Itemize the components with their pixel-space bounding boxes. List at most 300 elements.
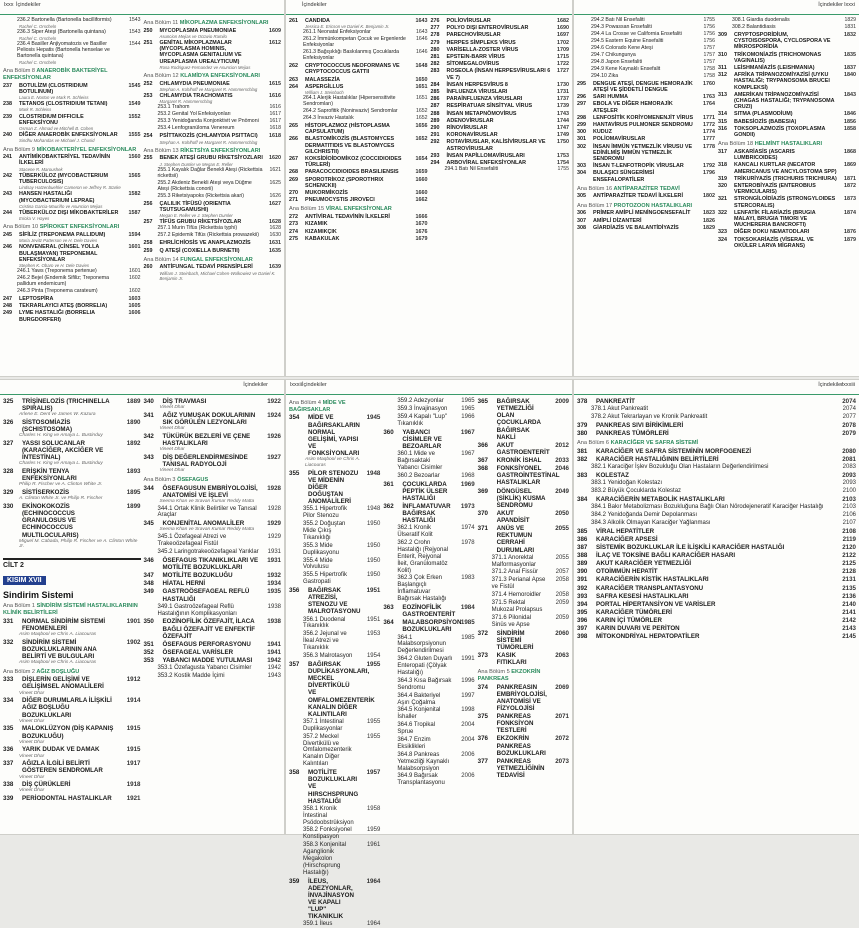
section-heading[interactable] [478, 669, 569, 682]
subsection-entry[interactable] [577, 74, 715, 80]
section-heading[interactable] [144, 73, 282, 80]
chapter-entry[interactable] [718, 149, 856, 161]
chapter-number: 387 [577, 543, 588, 551]
subsection-entry[interactable] [144, 604, 282, 618]
page-ref: 2145 [842, 633, 856, 641]
chapter-entry[interactable] [718, 92, 856, 111]
subsection-entry[interactable] [144, 168, 282, 180]
subsection-entry[interactable] [478, 592, 569, 599]
chapter-entry[interactable] [718, 65, 856, 71]
subsection-entry[interactable] [289, 116, 428, 122]
chapter-entry[interactable] [577, 218, 715, 224]
subsection-entry[interactable] [577, 520, 856, 527]
chapter-entry[interactable] [3, 760, 141, 774]
chapter-title: İNSAN HERPESVİRUS 8 [446, 81, 508, 88]
page-ref: 1626 [269, 192, 281, 199]
chapter-entry[interactable] [289, 587, 380, 616]
subsection-entry[interactable] [383, 737, 474, 751]
subsection-entry[interactable] [289, 719, 380, 733]
subsection-entry[interactable] [577, 39, 715, 45]
subsection-entry[interactable] [289, 506, 380, 520]
section-heading[interactable] [3, 603, 141, 616]
chapter-entry[interactable] [478, 398, 569, 441]
subsection-entry[interactable] [289, 631, 380, 652]
chapter-number: 350 [143, 618, 154, 626]
chapter-entry[interactable] [718, 111, 856, 117]
subsection-entry[interactable] [289, 50, 428, 62]
section-title: HELMİNT HASTALIKLARI [754, 141, 823, 148]
chapter-entry[interactable] [718, 183, 856, 195]
chapter-entry[interactable] [431, 18, 570, 24]
toc-column [478, 397, 569, 928]
section-heading[interactable] [3, 68, 141, 81]
chapter-entry[interactable] [577, 585, 856, 592]
chapter-entry[interactable] [144, 649, 282, 656]
section-heading[interactable] [3, 669, 141, 676]
chapter-entry[interactable] [718, 210, 856, 229]
chapter-entry[interactable] [3, 468, 141, 482]
subsection-entry[interactable] [577, 512, 856, 519]
chapter-entry[interactable] [3, 154, 141, 166]
chapter-entry[interactable] [577, 576, 856, 583]
section-title: KARACİĞER VE SAFRA SİSTEMİ [610, 440, 699, 447]
subsection-entry[interactable] [289, 806, 380, 827]
subsection-entry[interactable] [289, 96, 428, 108]
chapter-entry[interactable] [144, 618, 282, 639]
subsection-entry[interactable] [478, 600, 569, 614]
chapter-entry[interactable] [3, 191, 141, 203]
chapter-entry[interactable] [144, 657, 282, 664]
subsection-entry[interactable] [383, 525, 474, 539]
chapter-entry[interactable] [718, 176, 856, 182]
chapter-entry[interactable] [478, 465, 569, 486]
subsection-entry[interactable] [383, 752, 474, 773]
chapter-entry[interactable] [289, 661, 380, 718]
subsection-entry[interactable] [289, 827, 380, 841]
chapter-entry[interactable] [289, 136, 428, 155]
chapter-entry[interactable] [718, 72, 856, 91]
chapter-entry[interactable] [577, 225, 715, 231]
chapter-entry[interactable] [577, 568, 856, 575]
chapter-entry[interactable] [383, 503, 474, 524]
chapter-entry[interactable] [144, 133, 282, 139]
chapter-title: ROTAVİRUSLAR, KALİSİVİRUSLAR VE ASTROVİRUSLAR [446, 139, 546, 152]
chapter-entry[interactable] [289, 236, 428, 242]
chapter-entry[interactable] [478, 510, 569, 524]
chapter-entry[interactable] [144, 557, 282, 571]
chapter-entry[interactable] [144, 240, 282, 246]
chapter-entry[interactable] [478, 457, 569, 464]
chapter-entry[interactable] [289, 769, 380, 805]
subsection-entry[interactable] [478, 577, 569, 591]
page-ref: 2080 [842, 447, 856, 455]
chapter-entry[interactable] [577, 552, 856, 559]
subsection-entry[interactable] [383, 656, 474, 677]
chapter-entry[interactable] [577, 136, 715, 142]
page-ref: 1545 [128, 82, 141, 89]
subsection-entry[interactable] [144, 506, 282, 520]
chapter-entry[interactable] [478, 684, 569, 713]
chapter-title: LEPTOSPİRA [19, 296, 54, 303]
chapter-entry[interactable] [383, 429, 474, 450]
chapter-entry[interactable] [431, 82, 570, 88]
chapter-entry[interactable] [577, 609, 856, 616]
chapter-entry[interactable] [577, 560, 856, 567]
page-ref: 1662 [415, 197, 428, 204]
subsection-entry[interactable] [478, 569, 569, 576]
chapter-title: ANTİPARAZİTER TEDAVİ İLKELERİ [593, 193, 683, 200]
chapter-entry[interactable] [431, 54, 570, 60]
page-ref: 1555 [128, 132, 141, 139]
subsection-entry[interactable] [289, 521, 380, 542]
chapter-entry[interactable] [577, 536, 856, 543]
subsection-entry[interactable] [383, 414, 474, 428]
chapter-entry[interactable] [144, 580, 282, 587]
author-line: Charles H. King ve Amaya L. Bustinduy [19, 461, 103, 467]
chapter-entry[interactable] [431, 139, 570, 151]
chapter-entry[interactable] [289, 229, 428, 235]
chapter-entry[interactable] [718, 162, 856, 174]
chapter-entry[interactable] [289, 156, 428, 168]
chapter-entry[interactable] [577, 115, 715, 121]
chapter-entry[interactable] [718, 237, 856, 249]
section-label: Ana Bölüm 3 [143, 476, 176, 483]
chapter-entry[interactable] [383, 604, 474, 618]
chapter-entry[interactable] [3, 398, 141, 412]
section-heading[interactable] [3, 224, 141, 231]
chapter-entry[interactable] [577, 528, 856, 535]
subsection-entry[interactable] [577, 480, 856, 487]
chapter-entry[interactable] [478, 488, 569, 509]
subsection-entry[interactable] [383, 473, 474, 480]
subsection-entry[interactable] [383, 773, 474, 787]
page-header [286, 380, 572, 395]
chapter-entry[interactable] [144, 641, 282, 648]
chapter-entry[interactable] [383, 619, 474, 633]
chapter-entry[interactable] [144, 264, 282, 270]
chapter-entry[interactable] [3, 310, 141, 322]
page-ref: 1756 [703, 37, 715, 44]
chapter-number: 356 [289, 587, 300, 595]
author-line: Ericka V. Hayes [19, 216, 50, 222]
chapter-title: ÇALILIK TİFÜSÜ (ORIENTIA TSUTSUGAMUSHI) [159, 200, 231, 213]
chapter-entry[interactable] [431, 40, 570, 46]
page-ref: 2140 [842, 600, 856, 608]
chapter-entry[interactable] [3, 303, 141, 309]
chapter-number: 314 [718, 111, 727, 118]
chapter-entry[interactable] [577, 625, 856, 632]
chapter-entry[interactable] [577, 210, 715, 216]
chapter-entry[interactable] [431, 103, 570, 109]
subsection-entry[interactable] [383, 406, 474, 413]
chapter-entry[interactable] [3, 725, 141, 739]
subsection-entry[interactable] [383, 398, 474, 405]
subsection-entry[interactable] [383, 722, 474, 736]
chapter-entry[interactable] [431, 25, 570, 31]
subsection-entry[interactable] [478, 615, 569, 629]
chapter-number: 271 [289, 197, 298, 204]
subsection-entry[interactable] [144, 673, 282, 680]
subsection-entry[interactable] [718, 25, 856, 31]
chapter-entry[interactable] [289, 190, 428, 196]
chapter-entry[interactable] [289, 177, 428, 189]
chapter-title: MYCOPLASMA PNEUMONIAE [159, 27, 237, 34]
chapter-entry[interactable] [144, 572, 282, 579]
chapter-entry[interactable] [431, 132, 570, 138]
chapter-number: 390 [577, 568, 588, 576]
subsection-entry[interactable] [144, 665, 282, 672]
chapter-entry[interactable] [577, 456, 856, 463]
chapter-title: PANKREATİT [596, 398, 635, 405]
subsection-entry[interactable] [577, 406, 856, 413]
author-line: Stephan A. Kohlhoff ve Margaret R. Hammerschlag [159, 86, 258, 92]
section-heading[interactable] [289, 206, 428, 213]
chapter-entry[interactable] [289, 197, 428, 203]
chapter-entry[interactable] [431, 111, 570, 117]
chapter-entry[interactable] [3, 114, 141, 126]
section-heading[interactable] [577, 440, 856, 447]
chapter-entry[interactable] [144, 28, 282, 34]
page-ref: 1612 [269, 40, 281, 47]
chapter-entry[interactable] [478, 713, 569, 734]
chapter-entry[interactable] [144, 588, 282, 602]
subsection-entry[interactable] [144, 181, 282, 193]
chapter-entry[interactable] [431, 118, 570, 124]
chapter-entry[interactable] [3, 440, 141, 461]
subsection-entry[interactable] [144, 126, 282, 132]
subsection-entry[interactable] [383, 575, 474, 603]
chapter-entry[interactable] [144, 485, 282, 499]
subsection-entry[interactable] [144, 534, 282, 548]
page-ref: 1617 [269, 118, 281, 125]
chapter-entry[interactable] [431, 125, 570, 131]
section-heading[interactable] [577, 203, 715, 210]
chapter-entry[interactable] [144, 40, 282, 65]
section-heading[interactable] [718, 141, 856, 148]
subsection-entry[interactable] [577, 504, 856, 511]
subsection-entry[interactable] [577, 32, 715, 38]
chapter-entry[interactable] [3, 795, 141, 802]
section-heading[interactable] [144, 148, 282, 155]
chapter-entry[interactable] [3, 419, 141, 433]
chapter-entry[interactable] [144, 155, 282, 161]
subsection-entry[interactable] [289, 558, 380, 572]
chapter-entry[interactable] [478, 652, 569, 666]
chapter-entry[interactable] [3, 639, 141, 660]
chapter-entry[interactable] [718, 229, 856, 235]
chapter-number: 382 [577, 455, 588, 463]
subsection-entry[interactable] [3, 289, 141, 295]
chapter-entry[interactable] [577, 398, 856, 405]
chapter-entry[interactable] [577, 122, 715, 128]
subsection-entry[interactable] [144, 549, 282, 556]
subsection-entry[interactable] [289, 842, 380, 876]
subsection-entry[interactable] [577, 46, 715, 52]
chapter-entry[interactable] [144, 248, 282, 254]
subsection-entry[interactable] [577, 488, 856, 495]
chapter-entry[interactable] [289, 414, 380, 457]
chapter-entry[interactable] [144, 201, 282, 213]
chapter-entry[interactable] [577, 617, 856, 624]
subsection-entry[interactable] [478, 555, 569, 569]
subsection-entry[interactable] [383, 693, 474, 707]
chapter-title: KUDUZ [593, 129, 612, 136]
chapter-entry[interactable] [289, 878, 380, 921]
subsection-entry[interactable] [289, 543, 380, 557]
chapter-entry[interactable] [577, 448, 856, 455]
subsection-entry[interactable] [431, 167, 570, 173]
subsection-entry[interactable] [383, 451, 474, 472]
subsection-entry[interactable] [289, 572, 380, 586]
chapter-entry[interactable] [478, 735, 569, 756]
subsection-entry[interactable] [577, 60, 715, 66]
author-line: Megan E. Reller ve J. Stephen Dumler [159, 213, 233, 218]
section-title: MİKOPLAZMA ENFEKSİYONLARI [179, 20, 269, 26]
page-ref: 1757 [703, 51, 715, 58]
chapter-entry[interactable] [289, 169, 428, 175]
chapter-entry[interactable] [289, 63, 428, 75]
subsection-entry[interactable] [3, 42, 141, 60]
chapter-title: OTOİMMÜN HEPATİT [596, 568, 658, 576]
chapter-entry[interactable] [289, 470, 380, 506]
chapter-number: 395 [577, 608, 588, 616]
chapter-entry[interactable] [431, 47, 570, 53]
chapter-entry[interactable] [577, 193, 715, 199]
chapter-number: 285 [430, 89, 440, 96]
chapter-entry[interactable] [577, 593, 856, 600]
page-ref: 1985 [460, 619, 475, 627]
chapter-number: 385 [577, 527, 588, 535]
page-ref: 1796 [703, 170, 715, 177]
chapter-entry[interactable] [577, 170, 715, 182]
page-ref: 1744 [557, 117, 569, 124]
chapter-entry[interactable] [144, 454, 282, 468]
chapter-entry[interactable] [718, 119, 856, 125]
subsection-entry[interactable] [289, 37, 428, 49]
section-heading[interactable] [3, 147, 141, 154]
subsection-entry[interactable] [577, 414, 856, 421]
page-ref: 1543 [128, 29, 141, 36]
chapter-entry[interactable] [718, 52, 856, 64]
chapter-entry[interactable] [431, 89, 570, 95]
page-ref: 1565 [128, 172, 141, 179]
subsection-entry[interactable] [383, 707, 474, 721]
subsection-entry[interactable] [289, 617, 380, 631]
chapter-entry[interactable] [431, 61, 570, 67]
chapter-entry[interactable] [3, 676, 141, 690]
chapter-entry[interactable] [478, 758, 569, 779]
subsection-entry[interactable] [577, 53, 715, 59]
chapter-entry[interactable] [577, 633, 856, 640]
chapter-entry[interactable] [577, 544, 856, 551]
chapter-number: 240 [3, 132, 12, 139]
chapter-entry[interactable] [577, 472, 856, 479]
chapter-title: FONKSİYONEL GASTROİNTESTİNAL HASTALIKLAR [496, 465, 560, 487]
chapter-entry[interactable] [718, 126, 856, 138]
chapter-entry[interactable] [577, 496, 856, 503]
page-ref: 2069 [555, 683, 569, 691]
chapter-number: 371 [477, 525, 488, 533]
chapter-entry[interactable] [478, 630, 569, 651]
chapter-entry[interactable] [577, 163, 715, 169]
chapter-entry[interactable] [3, 618, 141, 632]
subsection-entry[interactable] [383, 635, 474, 656]
chapter-entry[interactable] [431, 68, 570, 80]
section-heading[interactable] [289, 400, 380, 413]
toc-columns [286, 395, 572, 928]
chapter-entry[interactable] [3, 83, 141, 95]
subsection-entry[interactable] [383, 678, 474, 692]
chapter-entry[interactable] [718, 32, 856, 51]
subsection-entry[interactable] [289, 653, 380, 660]
chapter-title: ASKARİASİS (ASCARIS LUMBRICOIDES) [734, 148, 795, 162]
chapter-entry[interactable] [3, 746, 141, 753]
chapter-number: 301 [577, 136, 586, 143]
chapter-entry[interactable] [577, 144, 715, 163]
chapter-title: MİDE VE BAĞIRSAKLARIN NORMAL GELİŞİMİ, YAPISI VE FONKSİYONLARI [308, 414, 360, 458]
page-ref: 1931 [267, 549, 281, 556]
chapter-title: DİŞ TRAVMASI [162, 398, 207, 405]
page-ref: 1731 [557, 89, 569, 96]
chapter-entry[interactable] [577, 94, 715, 100]
subsection-entry[interactable] [289, 921, 380, 928]
subsection-entry[interactable] [144, 233, 282, 239]
chapter-entry[interactable] [431, 32, 570, 38]
chapter-entry[interactable] [3, 244, 141, 263]
subsection-entry[interactable] [577, 67, 715, 73]
section-heading[interactable] [577, 186, 715, 193]
chapter-entry[interactable] [718, 196, 856, 208]
chapter-entry[interactable] [577, 422, 856, 429]
chapter-entry[interactable] [289, 221, 428, 227]
chapter-entry[interactable] [431, 153, 570, 159]
chapter-entry[interactable] [478, 442, 569, 456]
subsection-entry[interactable] [289, 734, 380, 768]
chapter-entry[interactable] [3, 296, 141, 302]
chapter-entry[interactable] [577, 430, 856, 437]
subsection-entry[interactable] [144, 194, 282, 200]
chapter-entry[interactable] [383, 481, 474, 502]
chapter-entry[interactable] [577, 81, 715, 93]
chapter-entry[interactable] [144, 433, 282, 447]
section-label: Ana Bölüm 11 [143, 20, 179, 26]
chapter-entry[interactable] [289, 77, 428, 83]
subsection-entry[interactable] [383, 540, 474, 574]
page-ref: 1656 [415, 123, 428, 130]
chapter-entry[interactable] [289, 214, 428, 220]
page-ref: 1625 [269, 179, 281, 186]
chapter-entry[interactable] [577, 601, 856, 608]
chapter-entry[interactable] [3, 697, 141, 718]
chapter-entry[interactable] [431, 96, 570, 102]
page-ref: 1722 [557, 61, 569, 68]
author-line: Rachel C. Orscheln [19, 23, 57, 29]
subsection-entry[interactable] [577, 464, 856, 471]
section-heading[interactable] [144, 20, 282, 27]
section-heading[interactable] [144, 257, 282, 264]
chapter-entry[interactable] [144, 412, 282, 426]
chapter-title: PARECHOVİRUSLAR [446, 32, 501, 39]
chapter-title: SİSTİSERKOZİS [22, 489, 70, 497]
chapter-entry[interactable] [577, 101, 715, 113]
chapter-entry[interactable] [3, 173, 141, 185]
chapter-entry[interactable] [289, 123, 428, 135]
chapter-entry[interactable] [577, 129, 715, 135]
chapter-entry[interactable] [3, 503, 141, 539]
chapter-entry[interactable] [478, 525, 569, 554]
subsection-entry[interactable] [3, 276, 141, 288]
section-heading[interactable] [144, 477, 282, 484]
